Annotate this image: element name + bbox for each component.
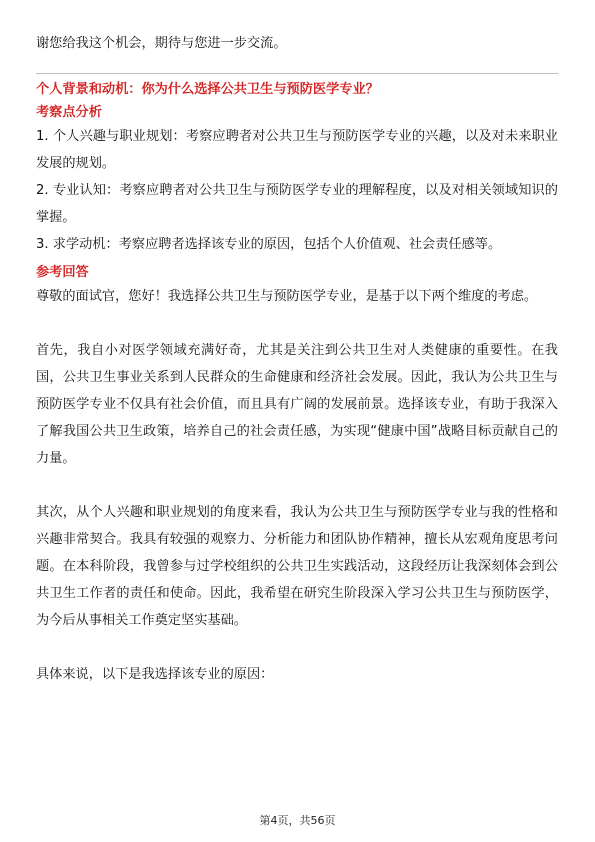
paragraph-spacer [36,310,558,337]
paragraph-spacer [36,472,558,499]
answer-heading: 参考回答 [36,265,89,280]
answer-paragraph: 尊敬的面试官，您好！我选择公共卫生与预防医学专业，是基于以下两个维度的考虑。 [36,289,538,304]
analysis-heading: 考察点分析 [36,105,102,120]
analysis-item: 2. 专业认知：考察应聘者对公共卫生与预防医学专业的理解程度，以及对相关领域知识的掌握。 [36,183,558,225]
analysis-item: 1. 个人兴趣与职业规划：考察应聘者对公共卫生与预防医学专业的兴趣，以及对未来职业发展的规划。 [36,129,558,171]
section-divider [36,73,558,74]
document-page [36,30,558,688]
previous-answer-closing: 谢您给我这个机会，期待与您进一步交流。 [36,36,287,51]
analysis-item: 3. 求学动机：考察应聘者选择该专业的原因，包括个人价值观、社会责任感等。 [36,237,502,252]
question-title: 个人背景和动机：你为什么选择公共卫生与预防医学专业？ [36,82,379,97]
answer-paragraph: 其次，从个人兴趣和职业规划的角度来看，我认为公共卫生与预防医学专业与我的性格和兴趣非常契合。我具有较强的观察力、分析能力和团队协作精神，擅长从宏观角度思考问题。在本科阶段，我曾参与过学校组织的公共卫生实践活动，这段经历让我深刻体会到公共卫生工作者的责任和使命。因此，我希望在研究生阶段深入学习公共卫生与预防医学，为今后从事相关工作奠定坚实基础。 [36,505,558,628]
answer-paragraph: 具体来说，以下是我选择该专业的原因： [36,667,274,682]
answer-paragraph: 首先，我自小对医学领域充满好奇，尤其是关注到公共卫生对人类健康的重要性。在我国，公共卫生事业关系到人民群众的生命健康和经济社会发展。因此，我认为公共卫生与预防医学专业不仅具有社会价值，而且具有广阔的发展前景。选择该专业，有助于我深入了解我国公共卫生政策，培养自己的社会责任感，为实现“健康中国”战略目标贡献自己的力量。 [36,343,558,466]
page-number: 第4页，共56页 [259,814,336,827]
paragraph-spacer [36,634,558,661]
